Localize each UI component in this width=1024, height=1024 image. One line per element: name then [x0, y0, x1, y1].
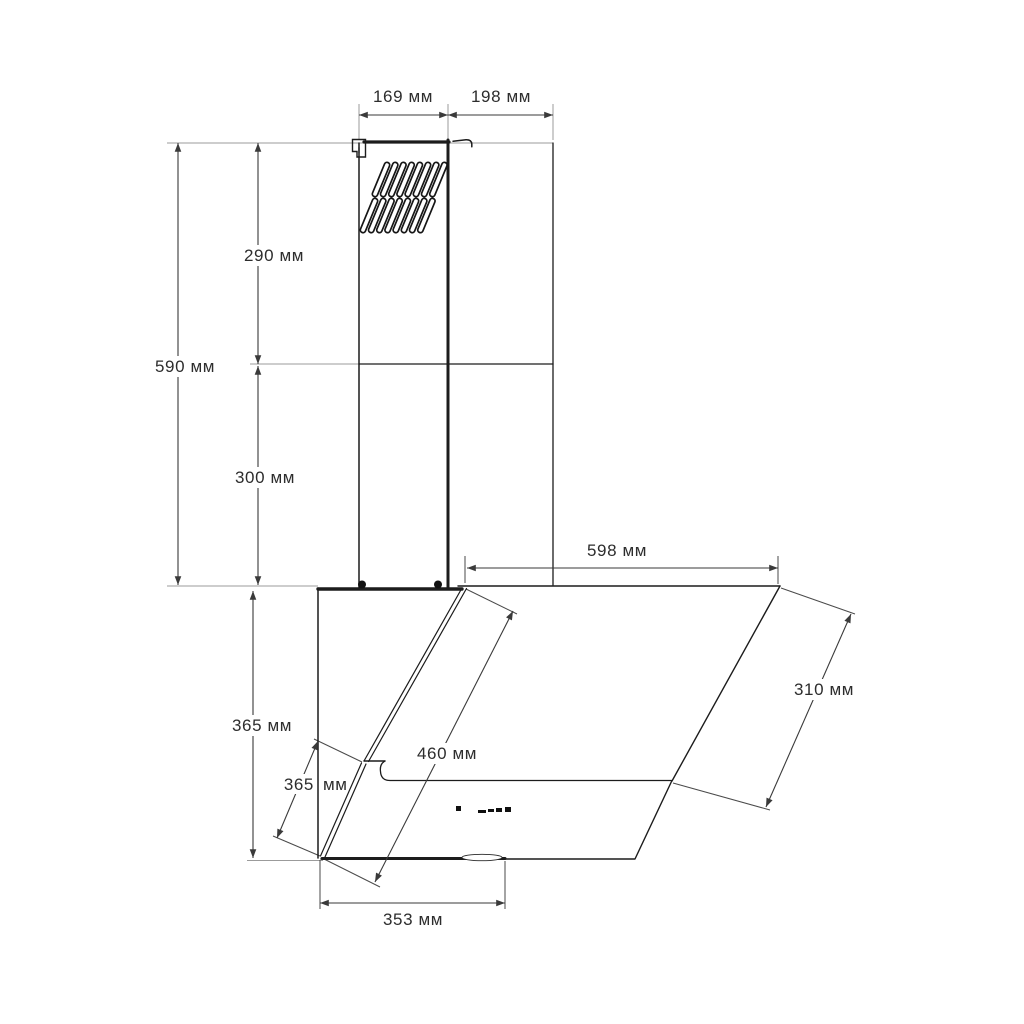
dim-label-310: 310 мм: [793, 680, 855, 699]
dim-label-590: 590 мм: [154, 357, 216, 376]
ext-460-bottom: [322, 858, 380, 887]
glass-right-edge: [672, 586, 780, 781]
hood-body: [318, 588, 672, 859]
control-power-button: [456, 806, 461, 811]
dim-label-300: 300 мм: [234, 468, 296, 487]
dimension-labels: [155, 87, 854, 929]
ext-460-top: [466, 589, 517, 614]
dim-label-598: 598 мм: [586, 541, 648, 560]
glass-left-edge-inner: [369, 589, 467, 762]
control-button-3: [496, 808, 502, 812]
bottom-seam-notch: [462, 854, 502, 860]
ext-365d-top: [314, 739, 362, 762]
dim-label-365-diagonal-unit: мм: [323, 775, 348, 794]
ext-310-top: [781, 588, 855, 614]
screw-left: [358, 581, 366, 589]
body-bottom-and-right: [321, 782, 672, 860]
dim-label-365-vertical: 365 мм: [231, 716, 293, 735]
dim-label-365-diagonal-value: 365: [283, 775, 314, 794]
dim-label-353: 353 мм: [382, 910, 444, 929]
extension-lines: [167, 104, 553, 861]
screw-right: [434, 581, 442, 589]
dim-label-290: 290 мм: [243, 246, 305, 265]
dim-label-198: 198 мм: [470, 87, 532, 106]
dim-line-310: [766, 614, 851, 807]
vent-grille: [363, 165, 444, 230]
dim-label-460: 460 мм: [416, 744, 478, 763]
control-button-4: [505, 807, 511, 812]
vent-slats-inner: [363, 165, 444, 230]
control-button-2: [488, 809, 494, 812]
dim-label-169: 169 мм: [372, 87, 434, 106]
control-button-1: [478, 810, 486, 813]
glass-left-edge-outer: [364, 588, 462, 761]
ext-365d-bottom: [273, 836, 320, 856]
control-buttons: [456, 806, 511, 813]
ext-310-bottom: [673, 783, 770, 810]
